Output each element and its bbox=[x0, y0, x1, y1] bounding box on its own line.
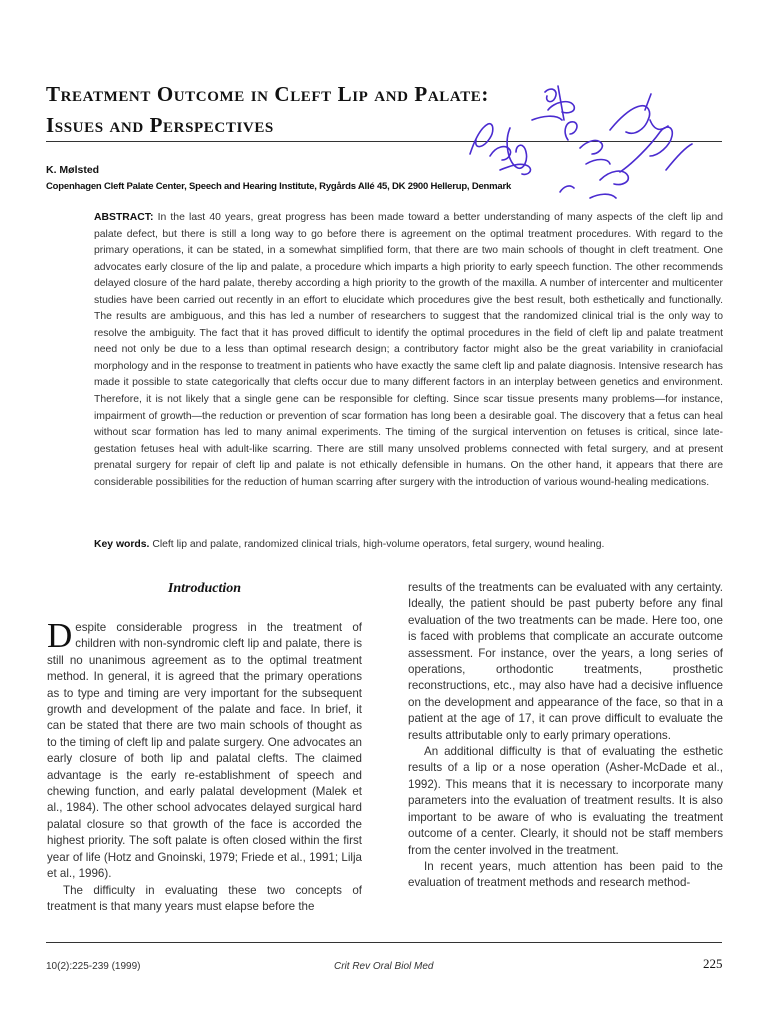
body-column-right bbox=[408, 580, 723, 892]
intro-paragraph-3: results of the treatments can be evaluated with any certainty. Ideally, the patient should be past puberty before any final evaluation of the two treatments can be made. Here too, one is faced with problems that complicate an accurate outcome assessment. For instance, over the years, a long series of operations, orthodontic treatments, prosthetic reconstructions, etc., may also have had a decisive influence on the development and appearance of the face, so that in a patient at the age of 17, it can prove difficult to evaluate the results attributable only to early primary operations. bbox=[408, 581, 723, 742]
footer-citation: 10(2):225-239 (1999) bbox=[46, 961, 141, 972]
section-heading-introduction: Introduction bbox=[167, 581, 242, 596]
drop-cap: D bbox=[47, 616, 73, 655]
title-line-2: Issues and Perspectives bbox=[46, 113, 274, 137]
footer-divider bbox=[46, 942, 722, 943]
handwritten-signature-icon bbox=[440, 80, 700, 220]
abstract bbox=[94, 210, 723, 491]
abstract-text: In the last 40 years, great progress has been made toward a better understanding of many aspects of the cleft lip and palate defect, but there is still a long way to go before there is agreement on the optimal treatment procedures. With regard to the primary operations, it can be stated, in a somewhat simplified form, that there are two main schools of thought in cleft treatment. One advocates early closure of the lip and palate, a procedure which imparts a high priority to early speech function. The other recommends delayed closure of the hard palate, thereby according a high priority to the growth of the maxilla. A number of intercenter and multicenter studies have been carried out recently in an effort to elucidate which procedures give the best result, both esthetically and functionally. The results are ambiguous, and this has led a number of researchers to suggest that the randomized clinical trial is the only way to resolve the ambiguity. The fact that it has proved difficult to identify the optimal procedures in the field of cleft lip and palate treatment need not only be due to a less than optimal research design; a contributory factor might also be the great variability in craniofacial morphology and in the response to treatment in patients who have exactly the same cleft lip and palate diagnosis. Intensive research has made it possible to state categorically that clefts occur due to many different factors in an interplay between genetics and environment. Therefore, it is not likely that a single gene can be responsible for clefting. Since scar tissue presents many problems—for instance, impairment of growth—the reduction or prevention of scar formation has long been a desirable goal. The discovery that a fetus can heal without scar formation has led to many animal experiments. The timing of the surgical intervention on fetuses is critical, since late-gestation fetuses heal with adult-like scarring. There are still many unsolved problems connected with fetal surgery, and at present prenatal surgery for repair of cleft lip and palate is not ethically defensible in humans. On the other hand, it appears that there are considerable possibilities for the reduction of human scarring after surgery with the introduction of various wound-healing medications. bbox=[94, 212, 724, 488]
keywords-label: Key words. bbox=[94, 539, 150, 550]
keywords-text: Cleft lip and palate, randomized clinical trials, high-volume operators, fetal surgery, wound healing. bbox=[152, 539, 605, 550]
intro-paragraph-2: The difficulty in evaluating these two concepts of treatment is that many years must elapse before the bbox=[47, 883, 362, 913]
page-number: 225 bbox=[703, 956, 723, 971]
abstract-label: ABSTRACT: bbox=[94, 212, 154, 223]
footer-journal: Crit Rev Oral Biol Med bbox=[334, 961, 434, 972]
body-column-left bbox=[47, 581, 362, 915]
intro-paragraph-1-text: espite considerable progress in the treatment of children with non-syndromic cleft lip and palate, there is still no unanimous agreement as to the optimal treatment method. In general, it is agreed that the primary operations as to type and timing are very important for the subsequent growth and development of the palate and face. In brief, it can be stated that there are two main schools of thought as to the timing of cleft lip and palate surgery. One advocates an early closure of both lip and palatal clefts. The claimed advantage is the early re-establishment of speech and chewing function, and early palatal development (Malek et al., 1984). The other school advocates delayed surgical hard palatal closure so that growth of the face is accorded the highest priority. The soft palate is often closed within the first year of life (Hotz and Gnoinski, 1979; Friede et al., 1991; Lilja et al., 1996). bbox=[47, 621, 362, 881]
author-affiliation: Copenhagen Cleft Palate Center, Speech and Hearing Institute, Rygårds Allé 45, DK 2900 Hellerup, Denmark bbox=[46, 181, 512, 192]
keywords bbox=[94, 538, 723, 552]
intro-paragraph-1 bbox=[47, 616, 362, 883]
intro-paragraph-4: An additional difficulty is that of evaluating the esthetic results of a lip or a nose operation (Asher-McDade et al., 1992). This means that it is necessary to incorporate many parameters into the evaluation of treatment results. It is also important to be aware of who is evaluating the treatment outcome of a center. Clearly, it should not be staff members from the center involved in the treatment. bbox=[408, 745, 723, 857]
intro-paragraph-5: In recent years, much attention has been paid to the evaluation of treatment methods and research method- bbox=[408, 859, 723, 890]
title-line-1: Treatment Outcome in Cleft Lip and Palate: bbox=[46, 82, 490, 106]
author-name: K. Mølsted bbox=[46, 164, 100, 176]
